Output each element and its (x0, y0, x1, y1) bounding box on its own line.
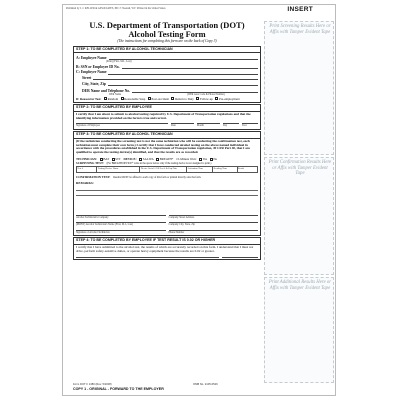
employer-name-row (76, 70, 258, 74)
reason-pre-employment-label: Pre-employment (219, 96, 240, 101)
results-column (264, 21, 334, 383)
step-4-heading: STEP 4: TO BE COMPLETED BY EMPLOYEE IF TEST RESULT IS 0.02 OR HIGHER (74, 238, 260, 245)
insert-label: INSERT (287, 6, 313, 13)
reason-return-label: Return to Duty (175, 96, 194, 101)
street-field[interactable] (93, 77, 258, 80)
grid-header-activation-time: Activation Time (187, 167, 213, 172)
tech-bat-label: BAT (103, 157, 110, 162)
grid-header-device-name: Testing Device Name (97, 167, 140, 172)
reason-for-test-row (76, 97, 258, 101)
wait-label: 15-Minute Wait: (176, 157, 197, 162)
reason-follow-up-label: Follow-up (199, 96, 213, 101)
confirmation-test-label: CONFIRMATION TEST: (76, 175, 111, 180)
employee-name-label: A: Employee Name (76, 55, 107, 60)
grid-header-test-number: Test # (77, 167, 97, 172)
der-label: DER Name and Telephone No. (82, 89, 131, 94)
grid-header-result: Result (237, 167, 244, 170)
employee-year-label[interactable]: Year (242, 123, 258, 127)
ssn-label: B: SSN or Employee ID No. (76, 64, 120, 69)
employee-signature-field[interactable]: Signature of Employee (76, 123, 168, 127)
employer-name-field[interactable] (108, 71, 258, 74)
form-id: Form DOT F 1380 (Rev. 5/2008) (73, 383, 112, 386)
form-subtitle: Alcohol Testing Form (128, 30, 206, 39)
employee-name-row (76, 56, 258, 60)
device-label: DEVICE: (123, 157, 137, 162)
reason-return-checkbox[interactable] (171, 97, 174, 100)
remarks-label: REMARKS: (76, 181, 94, 186)
step-4-certification: I certify that I have submitted to the alcohol test, the results of which are accurately recorded on this form. I understand that I must not drive, perform safety-sensitive duties, or operate heavy equipment because the results are 0.02 or greater. (76, 244, 254, 253)
form-instructions: (The instructions for completing this form are on the back of Copy 3) (117, 39, 217, 43)
additional-results-note: Print Additional Results Here or Affix with Tamper Evident Tape (268, 280, 332, 291)
step-2-section (73, 104, 261, 130)
step-4-date-field[interactable] (222, 257, 258, 258)
alcohol-testing-form-sheet (62, 4, 336, 396)
employee-name-hint: (Print) (First, M.I., Last) (106, 59, 132, 63)
street-row (76, 76, 258, 80)
confirmation-test-hint: Results MUST be affixed to each copy of this form or printed directly onto the form. (113, 176, 202, 180)
employee-signature-row (76, 123, 258, 127)
step-4-signature-field[interactable] (76, 257, 219, 258)
employee-month-label[interactable]: Month (197, 123, 220, 127)
reason-suspicion-label: Reasonable Susp (124, 96, 146, 101)
step-1-section (73, 46, 261, 103)
screening-test-hint: (For BREATH DEVICE* write in the space below only if the testing device is not designed to print.) (106, 162, 212, 166)
city-label: City, State, Zip (82, 81, 106, 86)
wait-no-label: No (213, 157, 218, 162)
city-field[interactable] (108, 83, 258, 86)
der-hint-name: DER Name (109, 93, 122, 97)
screening-results-area[interactable] (264, 21, 334, 155)
reason-pre-employment-checkbox[interactable] (215, 97, 218, 100)
step-2-certification: I certify that I am about to submit to alcohol testing required by U.S. Department of Transportation regulations and that the identifying information provided on the form is true and correct. (76, 111, 251, 120)
technician-name-row (76, 222, 258, 226)
reason-random-checkbox[interactable] (104, 97, 107, 100)
company-street-field[interactable]: Company Street Address (169, 215, 259, 219)
step-4-section (73, 237, 261, 259)
street-label: Street (82, 76, 92, 81)
additional-results-area[interactable] (264, 277, 334, 383)
device-saliva-label: SALIVA (142, 157, 154, 162)
employee-day-label[interactable]: Day (223, 123, 239, 127)
reason-post-accident-label: Post-Accident (151, 96, 170, 101)
screening-results-grid[interactable] (76, 166, 258, 173)
step-4-signature-row (76, 257, 258, 258)
wait-yes-label: Yes (202, 157, 208, 162)
step-1-heading: STEP 1: TO BE COMPLETED BY ALCOHOL TECHNICIAN (74, 47, 260, 54)
technician-signature-field[interactable]: Signature of Alcohol Technician (76, 230, 166, 234)
screening-test-label: SCREENING TEST: (76, 161, 104, 166)
ssn-row (76, 65, 258, 69)
employer-name-label: C: Employer Name (76, 70, 107, 75)
city-row (76, 82, 258, 86)
remarks-area[interactable] (76, 182, 258, 212)
confirmation-results-area[interactable] (264, 157, 334, 275)
step-3-heading: STEP 3: TO BE COMPLETED BY ALCOHOL TECHNICIAN (74, 132, 260, 139)
reason-post-accident-checkbox[interactable] (148, 97, 151, 100)
device-breath-label: BREATH* (159, 157, 174, 162)
publisher-line: Published by J. J. KELLER & ASSOCIATES, INC.® Neenah, WI • Printed in the United States (66, 7, 166, 10)
reason-random-label: Random (107, 96, 119, 101)
reason-follow-up-checkbox[interactable] (196, 97, 199, 100)
step-3-note: (If the technician conducting the screening test is not the same technician who will be conducting the confirmation test, each technician must complete their own form.) I certify that I have conducted alcohol testing on the above named individual in accordance with the procedures established in the U.S. Department of Transportation regulation, 49 CFR Part 40, that I am qualified to operate the testing device(s) identified, and that the results are as recorded. (76, 138, 250, 155)
technician-name-field[interactable]: (PRINT) Alcohol Technician's Name (First, M.I., Last) (76, 222, 166, 226)
screening-results-note: Print Screening Results Here or Affix with Tamper Evident Tape (269, 24, 331, 35)
grid-header-reading-time: Reading Time (213, 167, 237, 172)
grid-header-serial: Device Serial # OR Lot # & Exp Date (140, 167, 187, 172)
remarks-line (76, 191, 258, 196)
reason-label: D: Reason for Test: (76, 96, 102, 101)
ssn-field[interactable] (122, 65, 258, 68)
tech-stt-label: STT (115, 157, 121, 162)
technician-signature-row (76, 230, 258, 234)
confirmation-test-row (76, 175, 258, 180)
der-row (76, 89, 258, 93)
company-city-field[interactable]: Company City, State, Zip (169, 222, 259, 226)
technician-label: TECHNICIAN: (76, 157, 98, 162)
technician-company-field[interactable]: Alcohol Technician's Company (76, 215, 166, 219)
copy-line: COPY 1 - ORIGINAL - FORWARD TO THE EMPLOYER (73, 386, 164, 391)
technician-phone-field[interactable]: Phone Number (169, 230, 259, 234)
form-column (73, 21, 261, 260)
employee-date-label[interactable]: Date (171, 123, 194, 127)
form-title: U.S. Department of Transportation (DOT) (89, 20, 245, 30)
der-hint-phone: (DER Area Code & Phone Number) (187, 93, 225, 97)
step-2-heading: STEP 2: TO BE COMPLETED BY EMPLOYEE (74, 105, 260, 112)
omb-number: OMB No. 2105-0529 (193, 383, 218, 386)
confirmation-results-note: Print Confirmation Results Here or Affix with Tamper Evident Tape (268, 160, 332, 176)
step-3-section (73, 131, 261, 236)
technician-company-row (76, 215, 258, 219)
